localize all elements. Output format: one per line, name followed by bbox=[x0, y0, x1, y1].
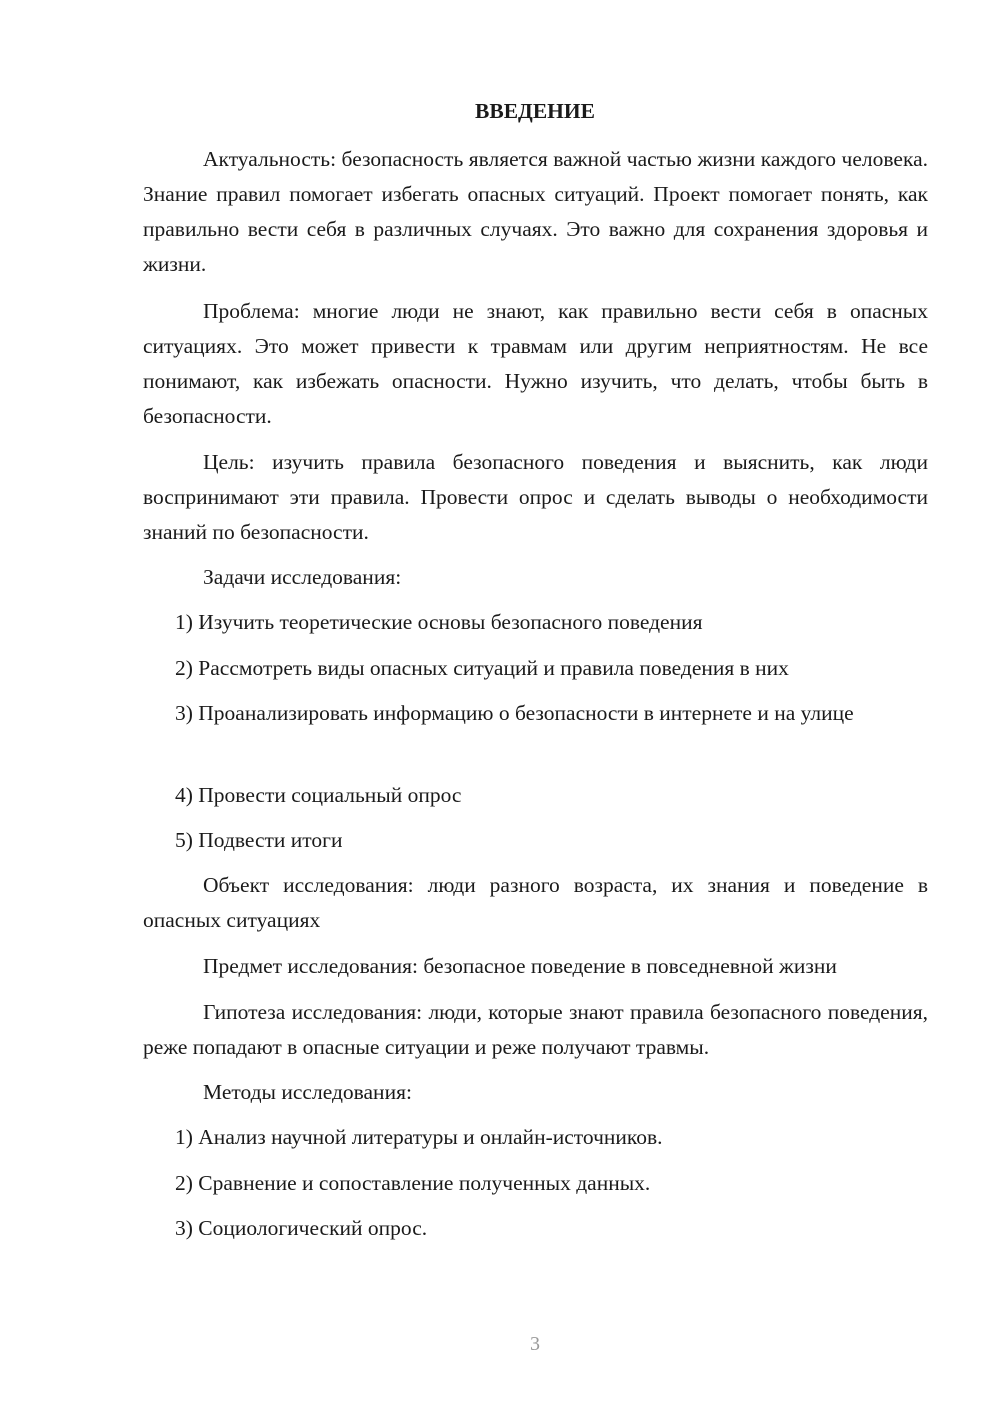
method-item: 3) Социологический опрос. bbox=[175, 1216, 428, 1240]
subject-paragraph: Предмет исследования: безопасное поведение в повседневной жизни bbox=[203, 954, 837, 978]
relevance-paragraph: Актуальность: безопасность является важной частью жизни каждого человека. Знание правил помогает избегать опасных ситуаций. Проект помогает понять, как правильно вести себя в различных случаях. Это важно для сохранения здоровья и жизни. bbox=[143, 147, 928, 276]
object-paragraph: Объект исследования: люди разного возраста, их знания и поведение в опасных ситуациях bbox=[143, 873, 928, 932]
task-item: 5) Подвести итоги bbox=[175, 828, 343, 852]
task-item: 2) Рассмотреть виды опасных ситуаций и правила поведения в них bbox=[175, 656, 789, 680]
method-item: 2) Сравнение и сопоставление полученных данных. bbox=[175, 1171, 651, 1195]
task-item: 4) Провести социальный опрос bbox=[175, 783, 462, 807]
tasks-heading: Задачи исследования: bbox=[203, 565, 402, 589]
task-item: 3) Проанализировать информацию о безопасности в интернете и на улице bbox=[175, 701, 854, 725]
problem-paragraph: Проблема: многие люди не знают, как правильно вести себя в опасных ситуациях. Это может привести к травмам или другим неприятностям. Не все понимают, как избежать опасности. Нужно изучить, что делать, чтобы быть в безопасности. bbox=[143, 299, 928, 428]
page-title: ВВЕДЕНИЕ bbox=[475, 99, 595, 123]
task-item: 1) Изучить теоретические основы безопасного поведения bbox=[175, 610, 703, 634]
hypothesis-paragraph: Гипотеза исследования: люди, которые знают правила безопасного поведения, реже попадают в опасные ситуации и реже получают травмы. bbox=[143, 1000, 928, 1059]
methods-heading: Методы исследования: bbox=[203, 1080, 412, 1104]
page-number: 3 bbox=[530, 1333, 540, 1355]
goal-paragraph: Цель: изучить правила безопасного поведения и выяснить, как люди воспринимают эти правила. Провести опрос и сделать выводы о необходимости знаний по безопасности. bbox=[143, 450, 928, 544]
method-item: 1) Анализ научной литературы и онлайн-источников. bbox=[175, 1125, 663, 1149]
